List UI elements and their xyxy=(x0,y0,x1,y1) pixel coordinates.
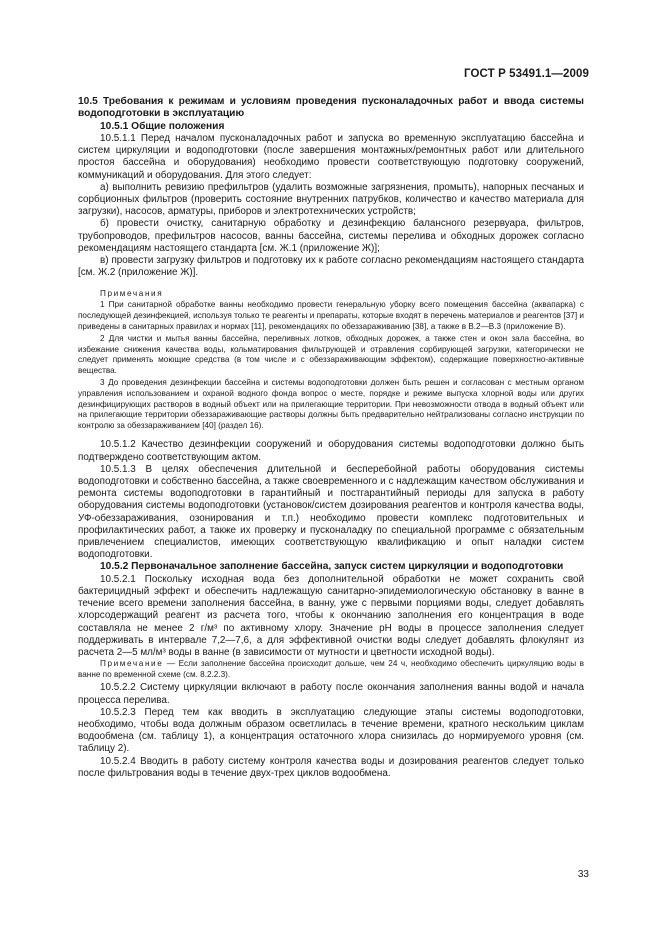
list-item-c: в) провести загрузку фильтров и подготовку их к работе согласно рекомендациям настоящего стандарта [см. Ж.2 (приложение Ж)]. xyxy=(78,254,584,279)
note-text: — Если заполнение бассейна происходит дольше, чем 24 ч, необходимо обеспечить циркуляцию воды в ванне по временной схеме (см. 8.2.2.3). xyxy=(78,659,584,679)
document-code: ГОСТ Р 53491.1—2009 xyxy=(464,68,589,80)
list-item-a: а) выполнить ревизию префильтров (удалить возможные загрязнения, промыть), напорных песчаных и сорбционных фильтров (проверить состояние внутренних патрубков, количество и качество материала для загрузки), насосов, арматуры, приборов и электротехнических устройств; xyxy=(78,181,584,218)
note-filling xyxy=(78,659,584,680)
page-number: 33 xyxy=(577,869,589,880)
paragraph-10-5-1-2: 10.5.1.2 Качество дезинфекции сооружений и оборудования системы водоподготовки должно быть подтверждено соответствующим актом. xyxy=(78,439,584,463)
section-title: 10.5 Требования к режимам и условиям проведения пусконаладочных работ и ввода системы водоподготовки в эксплуатацию xyxy=(78,96,584,120)
notes-block xyxy=(78,288,584,431)
paragraph-10-5-2-2: 10.5.2.2 Систему циркуляции включают в работу после окончания заполнения ванны водой и начала процесса перелива. xyxy=(78,682,584,706)
paragraph-10-5-2-1: 10.5.2.1 Поскольку исходная вода без дополнительной обработки не может сохранить свой бактерицидный эффект и обеспечить надлежащую санитарно-эпидемиологическую обстановку в ванне в течение всего времени заполнения бассейна, в ванну, уже с первыми порциями воды, следует добавлять хлорсодержащий реагент из расчета того, чтобы к окончанию заполнения его концентрация в воде составляла не менее 2 г/м³ по активному хлору. Значение рН воды в процессе заполнения следует поддерживать в интервале 7,2—7,6, а для эффективной очистки воды следует добавлять флокулянт из расчета 2—5 мл/м³ воды в ванне (в зависимости от мутности и цветности исходной воды). xyxy=(78,573,584,658)
paragraph-10-5-1-1: 10.5.1.1 Перед началом пусконаладочных работ и запуска во временную эксплуатацию бассейна и систем циркуляции и водоподготовки (после завершения монтажных/ремонтных работ или длительного простоя бассейна и оборудования) необходимо провести соответствующую подготовку сооружений, коммуникаций и оборудования. Для этого следует: xyxy=(78,132,584,181)
page-content xyxy=(78,96,584,780)
note-1: 1 При санитарной обработке ванны необходимо провести генеральную уборку всего помещения бассейна (аквапарка) с последующей дезинфекцией, используя только те реагенты и препараты, которые входят в перечень материалов и реагентов [37] и приведены в санитарных правилах и нормах [11], рекомендациях по обеззараживанию [38], а также в В.2—В.3 (приложение В). xyxy=(78,300,584,331)
notes-heading: Примечания xyxy=(100,289,164,299)
note-3: 3 До проведения дезинфекции бассейна и системы водоподготовки должен быть решен и согласован с местным органом управления использованием и охраной водного фонда вопрос о месте, порядке и режиме выпуска хлорной воды или других дезинфицирующих растворов в водный объект или на прилегающие территории. При невозможности отвода в водный объект или на прилегающие территории обеззараживающие растворы должны быть предварительно нейтрализованы согласно инструкции по контролю за обеззараживанием [40] (раздел 16). xyxy=(78,378,584,430)
note-label: Примечание xyxy=(100,659,164,669)
paragraph-10-5-1-3: 10.5.1.3 В целях обеспечения длительной и бесперебойной работы оборудования системы водоподготовки и собственно бассейна, а также своевременного и с надлежащим качеством обслуживания и ремонта системы водоподготовки в гарантийный и постгарантийный периоды для запуска в работу оборудования системы водоподготовки (установок/систем дозирования реагентов и контроля качества воды, УФ-обеззараживания, озонирования и т.п.) необходимо провести комплекс подготовительных и профилактических работ, а также их проверку и пусконаладку по специальной программе с обязательным привлечением специалистов, имеющих соответствующую квалификацию и опыт наладки систем водоподготовки. xyxy=(78,463,584,561)
subsection-title-general: 10.5.1 Общие положения xyxy=(100,120,225,132)
paragraph-10-5-2-3: 10.5.2.3 Перед тем как вводить в эксплуатацию следующие этапы системы водоподготовки, необходимо, чтобы вода должным образом осветлилась в течение времени, кратного нескольким циклам водообмена (см. таблицу 1), а концентрация остаточного хлора снизилась до нормируемого уровня (см. таблицу 2). xyxy=(78,706,584,755)
subsection-title-initial-filling: 10.5.2 Первоначальное заполнение бассейна, запуск систем циркуляции и водоподготовки xyxy=(100,561,564,573)
note-2: 2 Для чистки и мытья ванны бассейна, переливных лотков, обходных дорожек, а также стен и окон зала бассейна, во избежание снижения качества воды, кольматирования фильтрующей и отравления сорбирующей загрузки, категорически не следует применять моющие средства (в том числе и с обеззараживающим эффектом), содержащие поверхностно-активные вещества. xyxy=(78,334,584,375)
list-item-b: б) провести очистку, санитарную обработку и дезинфекцию балансного резервуара, фильтров, трубопроводов, префильтров насосов, ванны бассейна, системы перелива и обходных дорожек согласно рекомендациям настоящего стандарта [см. Ж.1 (приложение Ж)]; xyxy=(78,218,584,254)
paragraph-10-5-2-4: 10.5.2.4 Вводить в работу систему контроля качества воды и дозирования реагентов следует только после фильтрования воды в течение двух-трех циклов водообмена. xyxy=(78,755,584,779)
